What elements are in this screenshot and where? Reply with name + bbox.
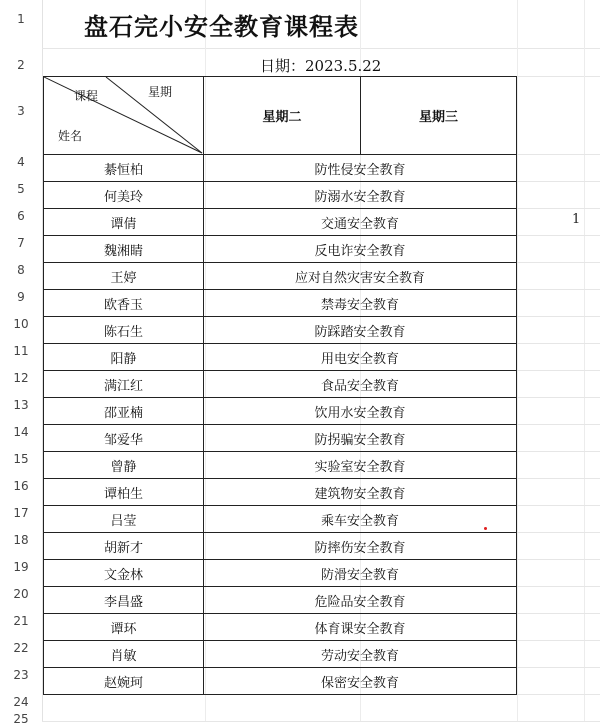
table-row	[44, 263, 517, 290]
student-name-cell[interactable]: 曾静	[44, 452, 204, 479]
course-cell[interactable]: 建筑物安全教育	[204, 479, 517, 506]
course-cell[interactable]: 用电安全教育	[204, 344, 517, 371]
student-name-cell[interactable]: 邵亚楠	[44, 398, 204, 425]
row-number[interactable]: 3	[17, 104, 25, 118]
schedule-table	[43, 76, 517, 695]
row-number[interactable]: 7	[17, 236, 25, 250]
row-number[interactable]: 12	[13, 371, 29, 385]
row-number[interactable]: 15	[13, 452, 29, 466]
row-number[interactable]: 1	[17, 12, 25, 26]
student-name-cell[interactable]: 谭柏生	[44, 479, 204, 506]
table-row	[44, 506, 517, 533]
table-row	[44, 290, 517, 317]
course-cell[interactable]: 防摔伤安全教育	[204, 533, 517, 560]
course-cell[interactable]: 乘车安全教育	[204, 506, 517, 533]
row-number[interactable]: 16	[13, 479, 29, 493]
course-cell[interactable]: 防溺水安全教育	[204, 182, 517, 209]
row-number[interactable]: 9	[17, 290, 25, 304]
student-name-cell[interactable]: 吕莹	[44, 506, 204, 533]
table-row	[44, 587, 517, 614]
student-name-cell[interactable]: 何美玲	[44, 182, 204, 209]
student-name-cell[interactable]: 李昌盛	[44, 587, 204, 614]
course-cell[interactable]: 禁毒安全教育	[204, 290, 517, 317]
row-number[interactable]: 8	[17, 263, 25, 277]
table-row	[44, 479, 517, 506]
course-cell[interactable]: 反电诈安全教育	[204, 236, 517, 263]
table-row	[44, 182, 517, 209]
table-row	[44, 209, 517, 236]
course-cell[interactable]: 防性侵安全教育	[204, 155, 517, 182]
course-cell[interactable]: 交通安全教育	[204, 209, 517, 236]
row-number[interactable]: 6	[17, 209, 25, 223]
row-number[interactable]: 24	[13, 695, 29, 709]
row-number[interactable]: 21	[13, 614, 29, 628]
table-row	[44, 344, 517, 371]
table-row	[44, 371, 517, 398]
table-row	[44, 614, 517, 641]
row-number[interactable]: 22	[13, 641, 29, 655]
table-body	[44, 155, 517, 695]
header-tuesday[interactable]: 星期二	[204, 77, 361, 155]
table-row	[44, 533, 517, 560]
student-name-cell[interactable]: 邹爱华	[44, 425, 204, 452]
row-number[interactable]: 13	[13, 398, 29, 412]
row-number[interactable]: 23	[13, 668, 29, 682]
table-row	[44, 560, 517, 587]
table-row	[44, 641, 517, 668]
student-name-cell[interactable]: 谭环	[44, 614, 204, 641]
row-number[interactable]: 11	[13, 344, 29, 358]
row-number[interactable]: 25	[13, 712, 29, 726]
row-number[interactable]: 18	[13, 533, 29, 547]
row-number[interactable]: 14	[13, 425, 29, 439]
student-name-cell[interactable]: 满江红	[44, 371, 204, 398]
student-name-cell[interactable]: 赵婉珂	[44, 668, 204, 695]
table-row	[44, 155, 517, 182]
diagonal-header-cell[interactable]	[44, 77, 204, 155]
student-name-cell[interactable]: 文金林	[44, 560, 204, 587]
course-cell[interactable]: 防踩踏安全教育	[204, 317, 517, 344]
course-cell[interactable]: 劳动安全教育	[204, 641, 517, 668]
header-name-label: 姓名	[58, 129, 83, 143]
table-row	[44, 425, 517, 452]
row-number[interactable]: 19	[13, 560, 29, 574]
student-name-cell[interactable]: 谭倩	[44, 209, 204, 236]
student-name-cell[interactable]: 阳静	[44, 344, 204, 371]
row-number[interactable]: 5	[17, 182, 25, 196]
course-cell[interactable]: 危险品安全教育	[204, 587, 517, 614]
stray-cell-value[interactable]: 1	[572, 212, 581, 227]
course-cell[interactable]: 食品安全教育	[204, 371, 517, 398]
header-wednesday[interactable]: 星期三	[361, 77, 517, 155]
row-number[interactable]: 10	[13, 317, 29, 331]
student-name-cell[interactable]: 魏湘睛	[44, 236, 204, 263]
course-cell[interactable]: 饮用水安全教育	[204, 398, 517, 425]
student-name-cell[interactable]: 肖敏	[44, 641, 204, 668]
course-cell[interactable]: 应对自然灾害安全教育	[204, 263, 517, 290]
course-cell[interactable]: 实验室安全教育	[204, 452, 517, 479]
date-label: 日期：2023.5.22	[260, 57, 382, 75]
header-week-label: 星期	[148, 85, 173, 99]
page-title: 盘石完小安全教育课程表	[84, 13, 359, 41]
table-row	[44, 452, 517, 479]
student-name-cell[interactable]: 綦恒柏	[44, 155, 204, 182]
row-number[interactable]: 20	[13, 587, 29, 601]
row-number[interactable]: 17	[13, 506, 29, 520]
course-cell[interactable]: 防滑安全教育	[204, 560, 517, 587]
student-name-cell[interactable]: 陈石生	[44, 317, 204, 344]
header-row	[44, 77, 517, 155]
row-number[interactable]: 4	[17, 155, 25, 169]
table-row	[44, 398, 517, 425]
course-cell[interactable]: 防拐骗安全教育	[204, 425, 517, 452]
course-cell[interactable]: 体育课安全教育	[204, 614, 517, 641]
student-name-cell[interactable]: 王婷	[44, 263, 204, 290]
table-row	[44, 317, 517, 344]
table-row	[44, 668, 517, 695]
student-name-cell[interactable]: 胡新才	[44, 533, 204, 560]
table-row	[44, 236, 517, 263]
course-cell[interactable]: 保密安全教育	[204, 668, 517, 695]
row-number[interactable]: 2	[17, 58, 25, 72]
student-name-cell[interactable]: 欧香玉	[44, 290, 204, 317]
header-course-label: 课程	[74, 89, 99, 103]
